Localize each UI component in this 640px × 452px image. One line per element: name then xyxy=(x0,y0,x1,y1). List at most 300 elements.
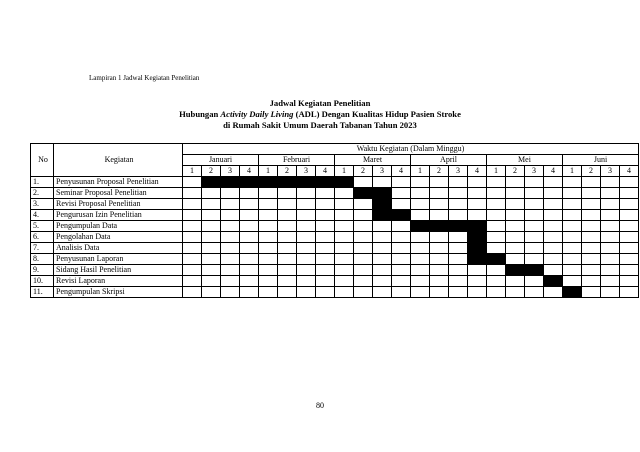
schedule-cell xyxy=(525,232,544,243)
schedule-cell xyxy=(316,287,335,298)
col-no-header: No xyxy=(31,144,54,177)
schedule-cell xyxy=(335,287,354,298)
schedule-cell xyxy=(430,276,449,287)
week-header: 2 xyxy=(278,166,297,177)
schedule-cell xyxy=(316,221,335,232)
schedule-cell xyxy=(582,287,601,298)
schedule-cell xyxy=(563,265,582,276)
week-header: 3 xyxy=(525,166,544,177)
schedule-cell-active xyxy=(278,177,297,188)
schedule-cell xyxy=(297,210,316,221)
schedule-cell xyxy=(373,177,392,188)
schedule-cell xyxy=(259,232,278,243)
schedule-cell-active xyxy=(297,177,316,188)
schedule-cell xyxy=(297,287,316,298)
col-kegiatan-header: Kegiatan xyxy=(54,144,183,177)
schedule-cell xyxy=(468,265,487,276)
schedule-cell xyxy=(183,188,202,199)
schedule-cell xyxy=(449,232,468,243)
schedule-cell xyxy=(278,276,297,287)
research-location: di Rumah Sakit Umum Daerah Tabanan Tahun 2023 xyxy=(223,120,417,130)
schedule-cell xyxy=(620,199,639,210)
schedule-cell-active xyxy=(506,265,525,276)
row-number: 3. xyxy=(31,199,54,210)
schedule-cell-active xyxy=(468,243,487,254)
schedule-cell xyxy=(506,199,525,210)
research-title: Hubungan Activity Daily Living (ADL) Dengan Kualitas Hidup Pasien Stroke xyxy=(179,109,461,119)
schedule-cell xyxy=(449,243,468,254)
schedule-cell xyxy=(240,188,259,199)
schedule-cell xyxy=(601,221,620,232)
schedule-cell xyxy=(259,287,278,298)
schedule-cell xyxy=(354,276,373,287)
row-number: 8. xyxy=(31,254,54,265)
schedule-cell xyxy=(563,254,582,265)
row-number: 2. xyxy=(31,188,54,199)
schedule-cell xyxy=(335,188,354,199)
schedule-cell xyxy=(506,254,525,265)
schedule-cell xyxy=(354,287,373,298)
schedule-cell xyxy=(240,287,259,298)
schedule-cell xyxy=(221,221,240,232)
week-header: 4 xyxy=(620,166,639,177)
schedule-cell xyxy=(221,188,240,199)
schedule-cell xyxy=(202,210,221,221)
schedule-cell xyxy=(544,221,563,232)
schedule-cell-active xyxy=(373,210,392,221)
schedule-cell xyxy=(259,199,278,210)
schedule-cell xyxy=(487,199,506,210)
activity-name: Penyusunan Proposal Penelitian xyxy=(54,177,183,188)
table-row xyxy=(31,232,639,243)
schedule-cell xyxy=(430,265,449,276)
schedule-cell xyxy=(430,254,449,265)
activity-name: Analisis Data xyxy=(54,243,183,254)
row-number: 7. xyxy=(31,243,54,254)
schedule-cell xyxy=(582,210,601,221)
schedule-cell xyxy=(392,232,411,243)
schedule-cell xyxy=(278,221,297,232)
schedule-cell xyxy=(506,221,525,232)
schedule-cell xyxy=(601,254,620,265)
schedule-cell xyxy=(316,254,335,265)
schedule-cell xyxy=(601,243,620,254)
week-header: 1 xyxy=(487,166,506,177)
schedule-cell xyxy=(392,221,411,232)
page-number: 80 xyxy=(316,401,324,410)
schedule-cell-active xyxy=(430,221,449,232)
schedule-cell xyxy=(525,177,544,188)
waktu-header: Waktu Kegiatan (Dalam Minggu) xyxy=(183,144,639,155)
schedule-cell xyxy=(506,287,525,298)
schedule-cell xyxy=(240,276,259,287)
week-header: 1 xyxy=(335,166,354,177)
schedule-cell-active xyxy=(392,210,411,221)
table-row xyxy=(31,199,639,210)
schedule-cell xyxy=(487,177,506,188)
schedule-cell xyxy=(468,177,487,188)
table-row xyxy=(31,188,639,199)
month-header: Maret xyxy=(335,155,411,166)
schedule-cell xyxy=(354,254,373,265)
schedule-cell xyxy=(335,210,354,221)
schedule-cell xyxy=(411,177,430,188)
schedule-cell xyxy=(411,232,430,243)
week-header: 1 xyxy=(259,166,278,177)
schedule-cell xyxy=(221,254,240,265)
schedule-cell-active xyxy=(373,188,392,199)
schedule-cell xyxy=(373,243,392,254)
schedule-cell xyxy=(487,287,506,298)
schedule-cell xyxy=(411,276,430,287)
schedule-cell xyxy=(430,243,449,254)
schedule-cell xyxy=(221,199,240,210)
schedule-cell xyxy=(392,276,411,287)
schedule-cell xyxy=(316,265,335,276)
schedule-cell xyxy=(183,221,202,232)
schedule-cell xyxy=(373,265,392,276)
schedule-cell xyxy=(620,188,639,199)
schedule-cell-active xyxy=(221,177,240,188)
schedule-cell xyxy=(354,265,373,276)
schedule-cell xyxy=(487,265,506,276)
schedule-cell-active xyxy=(563,287,582,298)
row-number: 6. xyxy=(31,232,54,243)
schedule-cell xyxy=(430,188,449,199)
schedule-cell xyxy=(183,232,202,243)
week-header: 2 xyxy=(506,166,525,177)
schedule-cell xyxy=(392,265,411,276)
schedule-cell xyxy=(563,221,582,232)
schedule-cell xyxy=(202,221,221,232)
schedule-cell xyxy=(544,210,563,221)
schedule-cell xyxy=(259,243,278,254)
table-row xyxy=(31,221,639,232)
schedule-cell xyxy=(525,188,544,199)
schedule-cell xyxy=(335,243,354,254)
schedule-cell xyxy=(449,276,468,287)
table-row xyxy=(31,243,639,254)
schedule-cell xyxy=(221,243,240,254)
schedule-cell xyxy=(259,254,278,265)
week-header: 4 xyxy=(316,166,335,177)
schedule-cell-active xyxy=(373,199,392,210)
table-row xyxy=(31,177,639,188)
table-row xyxy=(31,287,639,298)
schedule-cell-active xyxy=(449,221,468,232)
schedule-cell xyxy=(297,265,316,276)
schedule-cell xyxy=(620,177,639,188)
schedule-cell xyxy=(582,265,601,276)
schedule-cell xyxy=(468,210,487,221)
schedule-cell xyxy=(601,276,620,287)
schedule-cell xyxy=(221,276,240,287)
week-header: 2 xyxy=(430,166,449,177)
week-header: 3 xyxy=(601,166,620,177)
month-header: Juni xyxy=(563,155,639,166)
schedule-cell xyxy=(544,265,563,276)
schedule-cell xyxy=(183,287,202,298)
week-header: 4 xyxy=(468,166,487,177)
schedule-cell xyxy=(601,265,620,276)
row-number: 10. xyxy=(31,276,54,287)
week-header: 4 xyxy=(240,166,259,177)
table-row xyxy=(31,276,639,287)
schedule-cell xyxy=(449,199,468,210)
schedule-cell xyxy=(449,188,468,199)
header-row-waktu xyxy=(31,144,639,155)
schedule-cell xyxy=(525,221,544,232)
schedule-cell xyxy=(525,243,544,254)
schedule-cell xyxy=(373,232,392,243)
schedule-cell-active xyxy=(411,221,430,232)
schedule-cell xyxy=(202,199,221,210)
schedule-cell xyxy=(354,177,373,188)
schedule-cell xyxy=(392,287,411,298)
schedule-cell xyxy=(297,232,316,243)
schedule-cell xyxy=(430,199,449,210)
schedule-cell xyxy=(544,188,563,199)
activity-name: Pengolahan Data xyxy=(54,232,183,243)
schedule-cell xyxy=(449,254,468,265)
schedule-cell xyxy=(335,276,354,287)
schedule-cell xyxy=(487,221,506,232)
schedule-cell-active xyxy=(240,177,259,188)
schedule-cell-active xyxy=(202,177,221,188)
schedule-cell xyxy=(525,276,544,287)
schedule-cell xyxy=(582,177,601,188)
schedule-cell xyxy=(601,232,620,243)
schedule-cell xyxy=(544,232,563,243)
schedule-cell xyxy=(392,254,411,265)
table-row xyxy=(31,210,639,221)
schedule-cell xyxy=(544,243,563,254)
schedule-cell xyxy=(449,177,468,188)
week-header: 4 xyxy=(392,166,411,177)
activity-name: Penyusunan Laporan xyxy=(54,254,183,265)
schedule-cell xyxy=(354,221,373,232)
schedule-cell xyxy=(620,265,639,276)
activity-name: Revisi Laporan xyxy=(54,276,183,287)
schedule-cell xyxy=(392,199,411,210)
schedule-cell xyxy=(563,232,582,243)
schedule-cell xyxy=(373,276,392,287)
month-header: Januari xyxy=(183,155,259,166)
schedule-cell xyxy=(563,199,582,210)
schedule-cell xyxy=(487,276,506,287)
schedule-cell xyxy=(221,287,240,298)
schedule-cell xyxy=(525,210,544,221)
week-header: 3 xyxy=(221,166,240,177)
schedule-cell-active xyxy=(259,177,278,188)
schedule-cell-active xyxy=(354,188,373,199)
schedule-cell xyxy=(620,254,639,265)
schedule-cell xyxy=(411,265,430,276)
schedule-cell xyxy=(183,199,202,210)
schedule-cell xyxy=(449,210,468,221)
schedule-cell xyxy=(240,210,259,221)
schedule-cell xyxy=(582,276,601,287)
schedule-cell xyxy=(487,210,506,221)
schedule-cell xyxy=(449,265,468,276)
schedule-cell xyxy=(202,188,221,199)
table-row xyxy=(31,254,639,265)
table-row xyxy=(31,265,639,276)
schedule-cell xyxy=(354,210,373,221)
week-header: 2 xyxy=(202,166,221,177)
schedule-cell xyxy=(202,254,221,265)
schedule-cell xyxy=(620,221,639,232)
schedule-cell-active xyxy=(316,177,335,188)
schedule-cell xyxy=(354,243,373,254)
schedule-cell xyxy=(601,199,620,210)
week-header: 2 xyxy=(354,166,373,177)
schedule-cell xyxy=(430,232,449,243)
schedule-cell xyxy=(411,287,430,298)
schedule-cell xyxy=(240,265,259,276)
schedule-cell xyxy=(430,210,449,221)
schedule-cell xyxy=(278,243,297,254)
schedule-cell xyxy=(563,188,582,199)
schedule-cell xyxy=(544,254,563,265)
schedule-cell xyxy=(259,276,278,287)
schedule-cell xyxy=(601,287,620,298)
week-header: 1 xyxy=(411,166,430,177)
schedule-cell xyxy=(259,221,278,232)
row-number: 11. xyxy=(31,287,54,298)
schedule-cell xyxy=(278,188,297,199)
schedule-cell xyxy=(373,287,392,298)
schedule-cell xyxy=(430,177,449,188)
schedule-cell xyxy=(620,232,639,243)
schedule-cell-active xyxy=(544,276,563,287)
schedule-cell xyxy=(297,221,316,232)
schedule-cell xyxy=(183,177,202,188)
schedule-cell xyxy=(202,232,221,243)
schedule-cell xyxy=(297,199,316,210)
schedule-cell-active xyxy=(468,232,487,243)
row-number: 4. xyxy=(31,210,54,221)
schedule-cell xyxy=(221,210,240,221)
schedule-cell xyxy=(259,210,278,221)
week-header: 1 xyxy=(563,166,582,177)
week-header: 2 xyxy=(582,166,601,177)
activity-name: Sidang Hasil Penelitian xyxy=(54,265,183,276)
schedule-cell xyxy=(468,188,487,199)
schedule-cell xyxy=(278,265,297,276)
schedule-cell xyxy=(468,287,487,298)
schedule-cell xyxy=(354,199,373,210)
schedule-cell xyxy=(411,243,430,254)
schedule-cell xyxy=(563,243,582,254)
schedule-cell xyxy=(582,243,601,254)
schedule-cell xyxy=(335,232,354,243)
schedule-cell xyxy=(582,221,601,232)
week-header: 4 xyxy=(544,166,563,177)
schedule-cell xyxy=(354,232,373,243)
schedule-cell xyxy=(468,276,487,287)
activity-name: Seminar Proposal Penelitian xyxy=(54,188,183,199)
schedule-cell xyxy=(620,243,639,254)
schedule-cell xyxy=(544,199,563,210)
schedule-cell xyxy=(259,265,278,276)
schedule-cell xyxy=(468,199,487,210)
schedule-cell xyxy=(316,210,335,221)
schedule-cell xyxy=(183,210,202,221)
schedule-cell xyxy=(487,243,506,254)
schedule-cell xyxy=(544,177,563,188)
schedule-cell xyxy=(316,232,335,243)
schedule-cell xyxy=(278,210,297,221)
row-number: 5. xyxy=(31,221,54,232)
schedule-cell xyxy=(221,232,240,243)
week-header: 1 xyxy=(183,166,202,177)
schedule-cell xyxy=(506,210,525,221)
schedule-cell xyxy=(335,221,354,232)
month-header: Mei xyxy=(487,155,563,166)
schedule-cell xyxy=(240,243,259,254)
schedule-cell xyxy=(563,177,582,188)
schedule-cell xyxy=(221,265,240,276)
activity-name: Pengurusan Izin Penelitian xyxy=(54,210,183,221)
schedule-cell xyxy=(183,265,202,276)
schedule-cell xyxy=(335,199,354,210)
schedule-cell xyxy=(506,232,525,243)
schedule-cell xyxy=(202,265,221,276)
schedule-cell xyxy=(582,188,601,199)
schedule-cell xyxy=(373,221,392,232)
schedule-cell xyxy=(183,243,202,254)
schedule-cell xyxy=(316,243,335,254)
schedule-cell xyxy=(563,276,582,287)
schedule-cell xyxy=(411,210,430,221)
schedule-cell xyxy=(601,177,620,188)
schedule-cell xyxy=(297,188,316,199)
week-header: 3 xyxy=(297,166,316,177)
schedule-cell xyxy=(620,287,639,298)
schedule-cell xyxy=(240,232,259,243)
schedule-cell xyxy=(392,243,411,254)
month-header: Februari xyxy=(259,155,335,166)
schedule-cell xyxy=(411,199,430,210)
schedule-cell xyxy=(620,210,639,221)
schedule-cell xyxy=(373,254,392,265)
schedule-cell xyxy=(392,177,411,188)
activity-name: Revisi Proposal Penelitian xyxy=(54,199,183,210)
activity-name: Pengumpulan Data xyxy=(54,221,183,232)
schedule-cell xyxy=(430,287,449,298)
schedule-cell xyxy=(525,287,544,298)
schedule-cell xyxy=(240,221,259,232)
schedule-cell xyxy=(544,287,563,298)
schedule-cell xyxy=(487,232,506,243)
schedule-cell xyxy=(297,254,316,265)
schedule-cell-active xyxy=(468,221,487,232)
schedule-cell xyxy=(525,254,544,265)
activity-name: Pengumpulan Skripsi xyxy=(54,287,183,298)
schedule-cell xyxy=(582,199,601,210)
schedule-cell xyxy=(297,243,316,254)
schedule-cell xyxy=(582,254,601,265)
week-header: 3 xyxy=(373,166,392,177)
schedule-title: Jadwal Kegiatan Penelitian xyxy=(269,98,371,108)
schedule-cell xyxy=(278,254,297,265)
schedule-cell xyxy=(278,232,297,243)
row-number: 1. xyxy=(31,177,54,188)
schedule-cell-active xyxy=(335,177,354,188)
schedule-cell xyxy=(525,199,544,210)
schedule-cell xyxy=(183,254,202,265)
